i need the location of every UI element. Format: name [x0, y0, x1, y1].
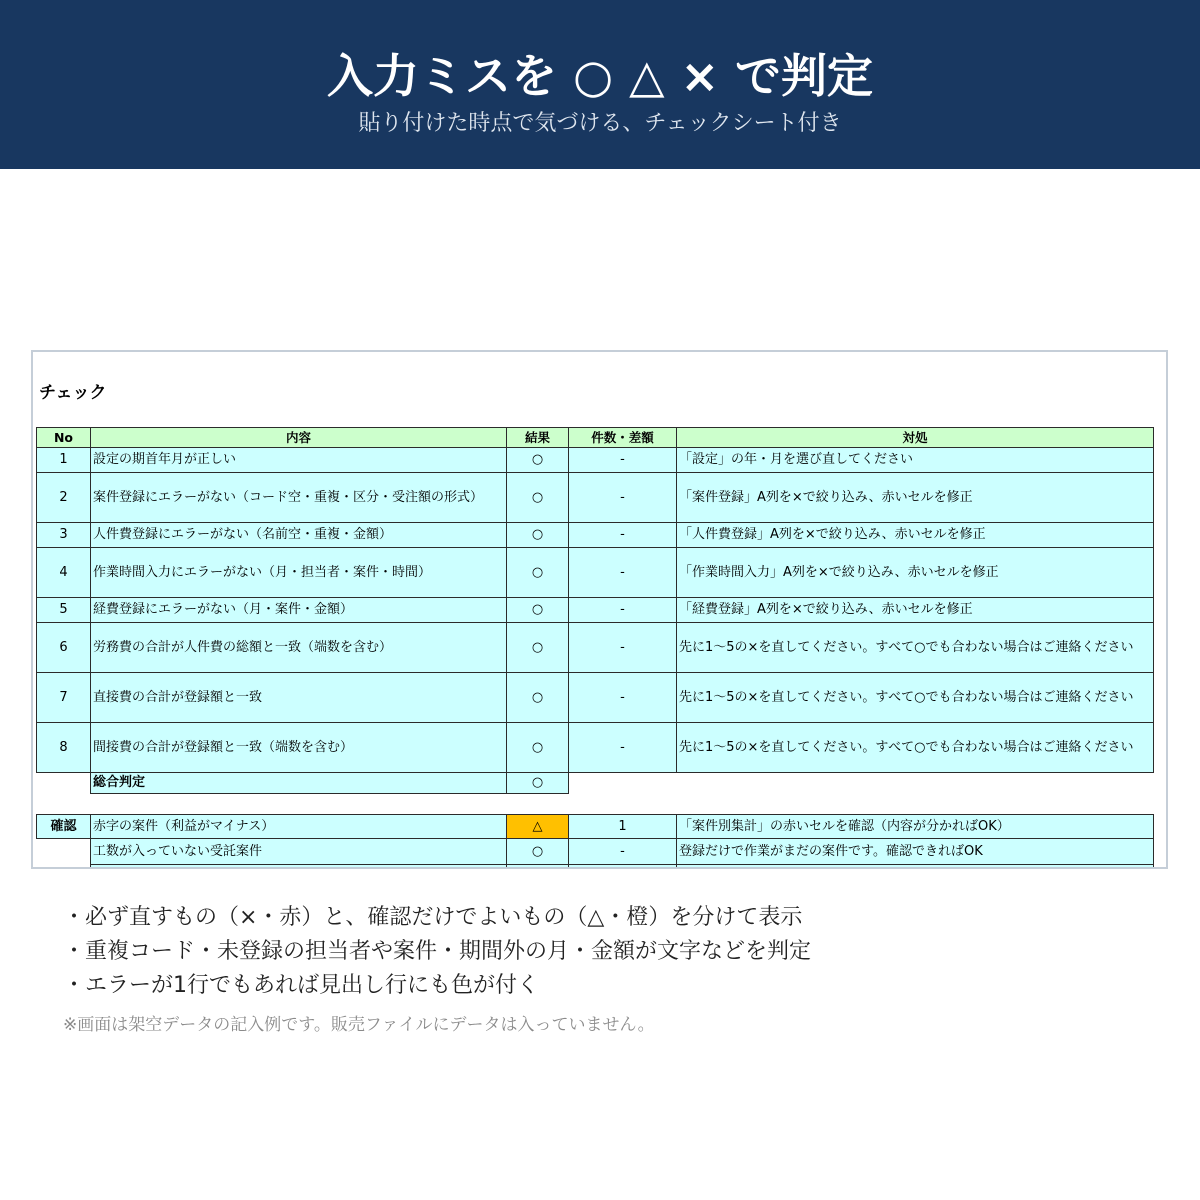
row-content: 間接費の合計が登録額と一致（端数を含む） [90, 722, 507, 773]
table-row-partial [90, 864, 507, 869]
row-content: 直接費の合計が登録額と一致 [90, 672, 507, 723]
row-count: - [568, 722, 677, 773]
header-result: 結果 [506, 427, 569, 448]
row-result: ○ [506, 597, 569, 623]
row-result: ○ [506, 722, 569, 773]
confirm-action: 「案件別集計」の赤いセルを確認（内容が分かればOK） [676, 814, 1154, 839]
row-action: 先に1〜5の×を直してください。すべて○でも合わない場合はご連絡ください [676, 672, 1154, 723]
row-result: ○ [506, 472, 569, 523]
row-no: 5 [36, 597, 91, 623]
feature-list [63, 901, 811, 1003]
header-action: 対処 [676, 427, 1154, 448]
row-count: - [568, 447, 677, 473]
overall-label: 総合判定 [90, 772, 507, 794]
confirm-result-warning: △ [506, 814, 569, 839]
row-no: 2 [36, 472, 91, 523]
confirm-content: 赤字の案件（利益がマイナス） [90, 814, 507, 839]
row-content: 案件登録にエラーがない（コード空・重複・区分・受注額の形式） [90, 472, 507, 523]
header-count: 件数・差額 [568, 427, 677, 448]
row-action: 先に1〜5の×を直してください。すべて○でも合わない場合はご連絡ください [676, 622, 1154, 673]
confirm-content: 工数が入っていない受託案件 [90, 838, 507, 865]
header-no: No [36, 427, 91, 448]
row-content: 作業時間入力にエラーがない（月・担当者・案件・時間） [90, 547, 507, 598]
row-count: - [568, 522, 677, 548]
row-count: - [568, 547, 677, 598]
row-result: ○ [506, 547, 569, 598]
row-count: - [568, 597, 677, 623]
overall-result: ○ [506, 772, 569, 794]
feature-item: ・必ず直すもの（×・赤）と、確認だけでよいもの（△・橙）を分けて表示 [63, 905, 803, 930]
confirm-result: ○ [506, 838, 569, 865]
row-result: ○ [506, 447, 569, 473]
row-action: 「作業時間入力」A列を×で絞り込み、赤いセルを修正 [676, 547, 1154, 598]
row-action: 先に1〜5の×を直してください。すべて○でも合わない場合はご連絡ください [676, 722, 1154, 773]
row-no: 8 [36, 722, 91, 773]
table-row-partial [676, 864, 1154, 869]
table-row-partial [568, 864, 677, 869]
row-action: 「経費登録」A列を×で絞り込み、赤いセルを修正 [676, 597, 1154, 623]
feature-item: ・重複コード・未登録の担当者や案件・期間外の月・金額が文字などを判定 [63, 939, 812, 964]
row-action: 「人件費登録」A列を×で絞り込み、赤いセルを修正 [676, 522, 1154, 548]
table-row-partial [506, 864, 569, 869]
banner-subtitle: 貼り付けた時点で気づける、チェックシート付き [358, 111, 842, 136]
row-no: 7 [36, 672, 91, 723]
row-no: 3 [36, 522, 91, 548]
header-banner [0, 0, 1200, 169]
spreadsheet-screenshot [31, 350, 1168, 869]
row-result: ○ [506, 672, 569, 723]
row-action: 「案件登録」A列を×で絞り込み、赤いセルを修正 [676, 472, 1154, 523]
sheet-title: チェック [39, 383, 107, 403]
row-no: 4 [36, 547, 91, 598]
header-content: 内容 [90, 427, 507, 448]
banner-title: 入力ミスを ○ △ × で判定 [326, 49, 874, 103]
row-no: 6 [36, 622, 91, 673]
row-count: - [568, 472, 677, 523]
row-content: 人件費登録にエラーがない（名前空・重複・金額） [90, 522, 507, 548]
feature-item: ・エラーが1行でもあれば見出し行にも色が付く [63, 973, 539, 998]
row-content: 労務費の合計が人件費の総額と一致（端数を含む） [90, 622, 507, 673]
confirm-count: 1 [568, 814, 677, 839]
confirm-action: 登録だけで作業がまだの案件です。確認できればOK [676, 838, 1154, 865]
row-count: - [568, 622, 677, 673]
row-content: 設定の期首年月が正しい [90, 447, 507, 473]
confirm-label: 確認 [36, 814, 91, 839]
row-result: ○ [506, 622, 569, 673]
row-no: 1 [36, 447, 91, 473]
disclaimer-note: ※画面は架空データの記入例です。販売ファイルにデータは入っていません。 [63, 1015, 655, 1035]
row-action: 「設定」の年・月を選び直してください [676, 447, 1154, 473]
row-result: ○ [506, 522, 569, 548]
row-count: - [568, 672, 677, 723]
confirm-count: - [568, 838, 677, 865]
row-content: 経費登録にエラーがない（月・案件・金額） [90, 597, 507, 623]
